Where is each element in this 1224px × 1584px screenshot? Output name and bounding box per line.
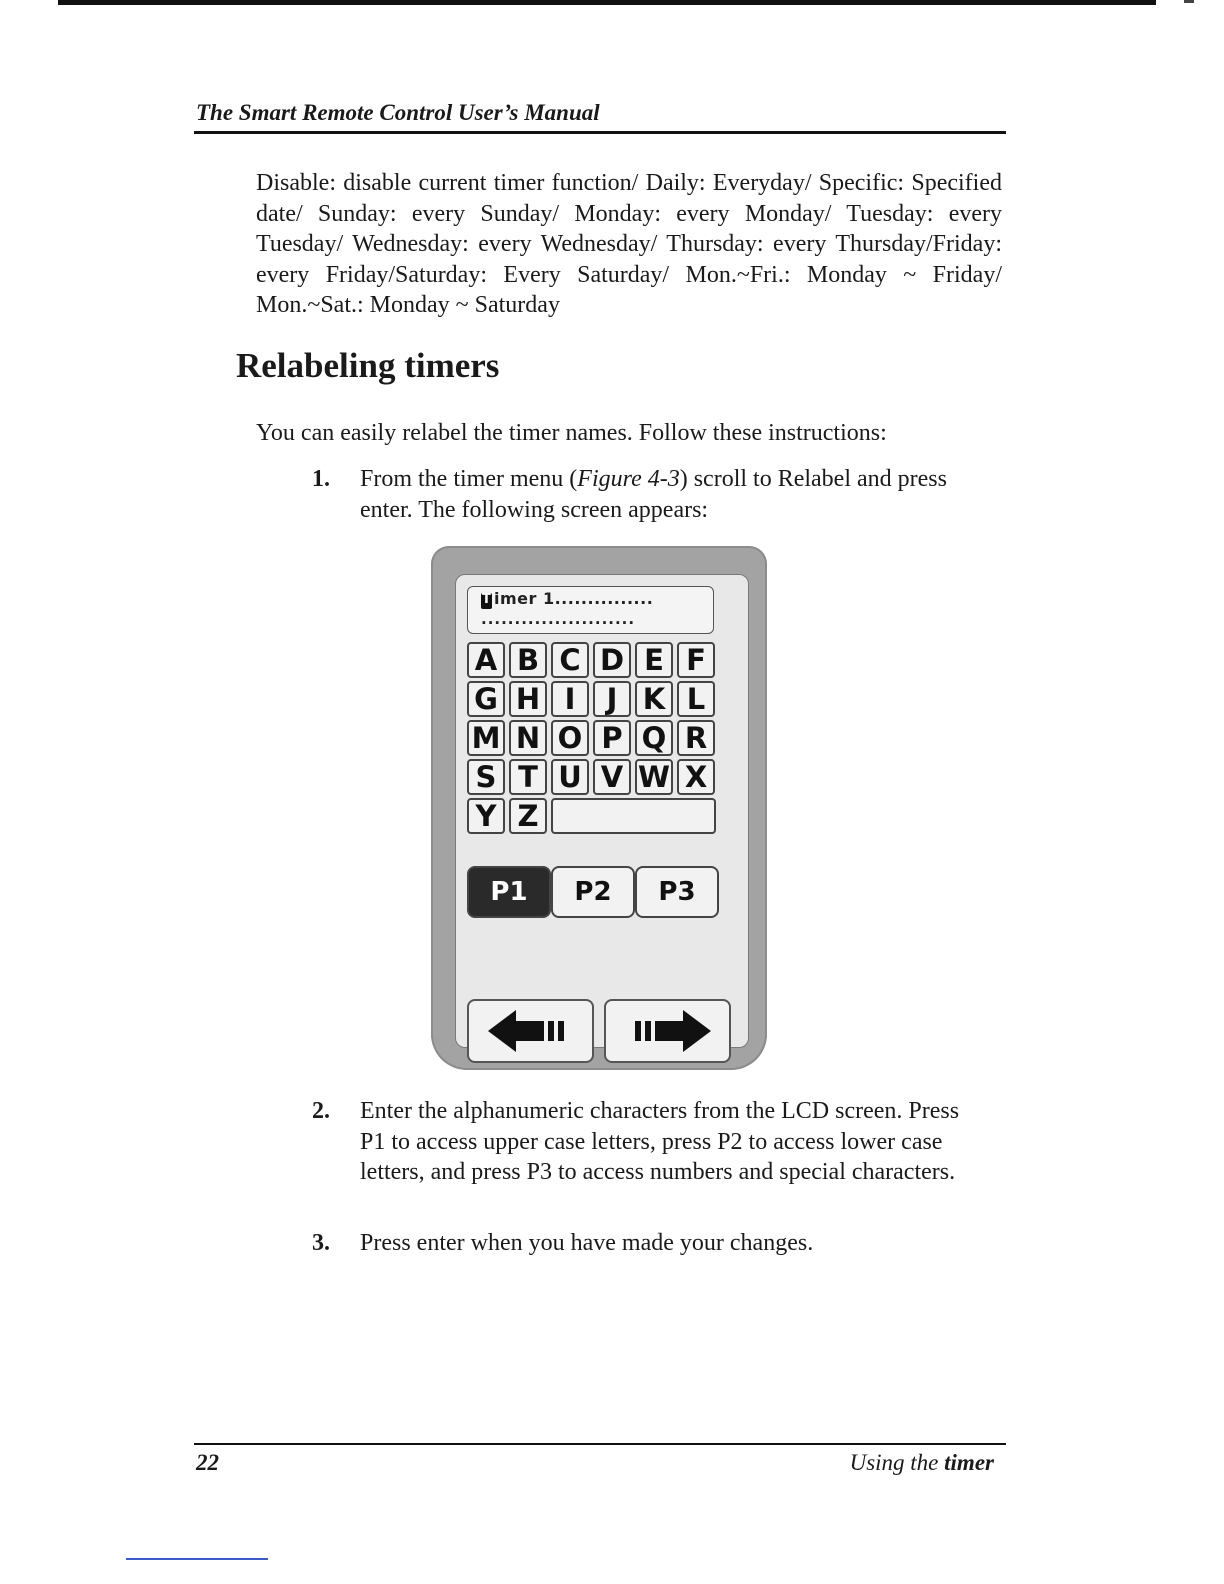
key-n[interactable]: N [509, 720, 547, 756]
key-q[interactable]: Q [635, 720, 673, 756]
step-text: Enter the alphanumeric characters from the LCD screen. Press P1 to access upper case letters, press P2 to access lower case letters, and press P3 to access numbers and special characters. [360, 1098, 960, 1185]
running-title: The Smart Remote Control User’s Manual [196, 100, 600, 125]
key-j[interactable]: J [593, 681, 631, 717]
top-edge-mark [1184, 0, 1194, 3]
key-b[interactable]: B [509, 642, 547, 678]
step-number: 1. [312, 466, 330, 492]
lead-paragraph: You can easily relabel the timer names. Follow these instructions: [256, 420, 887, 446]
key-m[interactable]: M [467, 720, 505, 756]
key-c[interactable]: C [551, 642, 589, 678]
arrow-left-icon [486, 1008, 576, 1054]
footer-section: Using the timer [849, 1450, 994, 1475]
key-a[interactable]: A [467, 642, 505, 678]
key-y[interactable]: Y [467, 798, 505, 834]
p2-button[interactable]: P2 [551, 866, 635, 918]
key-g[interactable]: G [467, 681, 505, 717]
key-t[interactable]: T [509, 759, 547, 795]
p1-button[interactable]: P1 [467, 866, 551, 918]
intro-paragraph: Disable: disable current timer function/ Daily: Everyday/ Specific: Specified date/ Sunday: every Sunday/ Monday: every Monday/ Tuesday: every Tuesday/ Wednesday: every Wednesday/ Thursday: every Thursday/Friday: every Friday/Saturday: Every Saturday/ Mon.~Fri.: Monday ~ Friday/ Mon.~Sat.: Monday ~ Saturday [256, 170, 1002, 318]
key-k[interactable]: K [635, 681, 673, 717]
key-o[interactable]: O [551, 720, 589, 756]
text-cursor: T [482, 592, 491, 607]
timer-name-text: imer 1............... [494, 589, 654, 608]
key-z[interactable]: Z [509, 798, 547, 834]
header-rule [194, 131, 1006, 134]
key-s[interactable]: S [467, 759, 505, 795]
key-x[interactable]: X [677, 759, 715, 795]
next-button[interactable] [604, 999, 731, 1063]
p3-button[interactable]: P3 [635, 866, 719, 918]
arrow-right-icon [623, 1008, 713, 1054]
key-r[interactable]: R [677, 720, 715, 756]
page-number: 22 [196, 1450, 219, 1475]
step-text: Press enter when you have made your changes. [360, 1230, 814, 1256]
step-text: From the timer menu (Figure 4-3) scroll to Relabel and press enter. The following screen appears: [360, 466, 947, 523]
step-number: 3. [312, 1230, 330, 1256]
section-title: Relabeling timers [236, 346, 500, 385]
previous-button[interactable] [467, 999, 594, 1063]
footer-rule [194, 1443, 1006, 1445]
lcd-screen [455, 574, 749, 1048]
key-p[interactable]: P [593, 720, 631, 756]
top-edge-rule [58, 0, 1156, 5]
remote-control-figure [431, 546, 767, 1070]
step-number: 2. [312, 1098, 330, 1124]
key-i[interactable]: I [551, 681, 589, 717]
key-v[interactable]: V [593, 759, 631, 795]
timer-name-field[interactable] [467, 586, 714, 634]
key-blank [551, 798, 716, 834]
key-l[interactable]: L [677, 681, 715, 717]
key-w[interactable]: W [635, 759, 673, 795]
key-d[interactable]: D [593, 642, 631, 678]
key-h[interactable]: H [509, 681, 547, 717]
key-e[interactable]: E [635, 642, 673, 678]
figure-reference: Figure 4-3 [577, 466, 680, 492]
timer-name-second-line: ....................... [481, 610, 636, 628]
key-f[interactable]: F [677, 642, 715, 678]
key-u[interactable]: U [551, 759, 589, 795]
bottom-edge-mark [126, 1558, 268, 1560]
